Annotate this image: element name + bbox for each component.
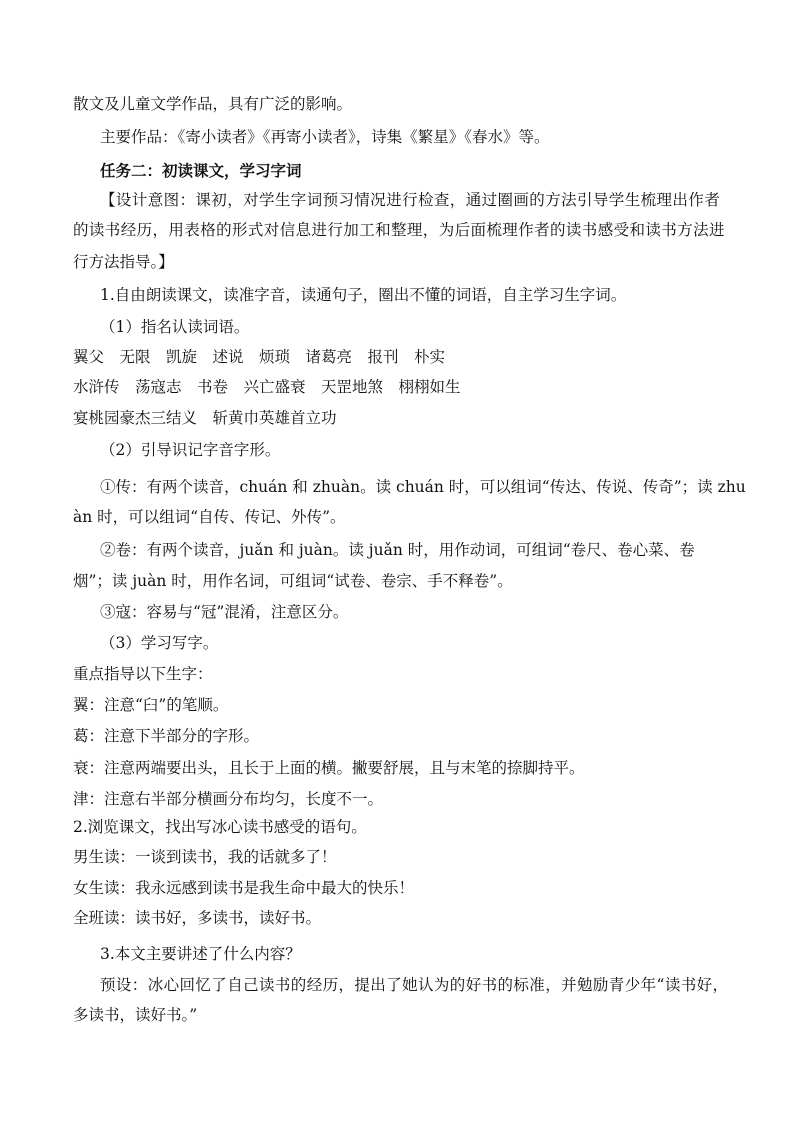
pronunciation-note: 烟”；读 juàn 时，用作名词，可组词“试卷、卷宗、手不释卷”。 <box>73 572 513 590</box>
writing-guide: 津：注意右半部分横画分布均匀，长度不一。 <box>73 790 384 808</box>
paragraph-line: 主要作品：《寄小读者》《再寄小读者》，诗集《繁星》《春水》等。 <box>100 128 550 146</box>
character-note: ③寇：容易与“冠”混淆，注意区分。 <box>100 603 349 621</box>
sub-step: （3）学习写字。 <box>100 634 219 652</box>
sub-step: （1）指名认读词语。 <box>100 318 250 336</box>
step-heading: 3.本文主要讲述了什么内容？ <box>100 945 301 963</box>
vocabulary-row: 宴桃园豪杰三结义 斩黄巾英雄首立功 <box>73 409 337 427</box>
writing-guide: 翼：注意“臼”的笔顺。 <box>73 696 229 714</box>
design-intent-line: 【设计意图：课初，对学生字词预习情况进行检查，通过圈画的方法引导学生梳理出作者 <box>100 191 721 209</box>
pronunciation-note: ①传：有两个读音，chuán 和 zhuàn。读 chuán 时，可以组词“传达、传说、传奇”；读 zhu <box>100 478 746 496</box>
section-heading: 任务二：初读课文，学习字词 <box>100 161 302 180</box>
vocabulary-row: 翼父 无限 凯旋 述说 烦琐 诸葛亮 报刊 朴实 <box>73 348 446 366</box>
pronunciation-note: ②卷：有两个读音，juǎn 和 juàn。读 juǎn 时，用作动词，可组词“卷尺、卷心菜、卷 <box>100 541 695 559</box>
pronunciation-note: àn 时，可以组词“自传、传记、外传”。 <box>73 508 346 526</box>
answer-line: 多读书，读好书。” <box>73 1006 198 1024</box>
design-intent-line: 行方法指导。】 <box>73 253 174 271</box>
step-heading: 2.浏览课文，找出写冰心读书感受的语句。 <box>73 818 367 836</box>
writing-guide: 衰：注意两端要出头，且长于上面的横。撇要舒展，且与末笔的捺脚持平。 <box>73 759 585 777</box>
step-heading: 1.自由朗读课文，读准字音，读通句子，圈出不懂的词语，自主学习生字词。 <box>100 286 627 304</box>
sub-step: （2）引导识记字音字形。 <box>100 441 281 459</box>
paragraph-line: 散文及儿童文学作品，具有广泛的影响。 <box>73 95 353 113</box>
answer-line: 预设：冰心回忆了自己读书的经历，提出了她认为的好书的标准，并勉励青少年“读书好， <box>100 976 729 994</box>
reading-line: 男生读：一谈到读书，我的话就多了！ <box>73 848 337 866</box>
reading-line: 女生读：我永远感到读书是我生命中最大的快乐！ <box>73 879 415 897</box>
reading-line: 全班读：读书好，多读书，读好书。 <box>73 909 322 927</box>
writing-guide: 葛：注意下半部分的字形。 <box>73 727 260 745</box>
design-intent-line: 的读书经历，用表格的形式对信息进行加工和整理，为后面梳理作者的读书感受和读书方法进 <box>73 221 725 239</box>
vocabulary-row: 水浒传 荡寇志 书卷 兴亡盛衰 天罡地煞 栩栩如生 <box>73 378 461 396</box>
paragraph-line: 重点指导以下生字： <box>73 665 213 683</box>
